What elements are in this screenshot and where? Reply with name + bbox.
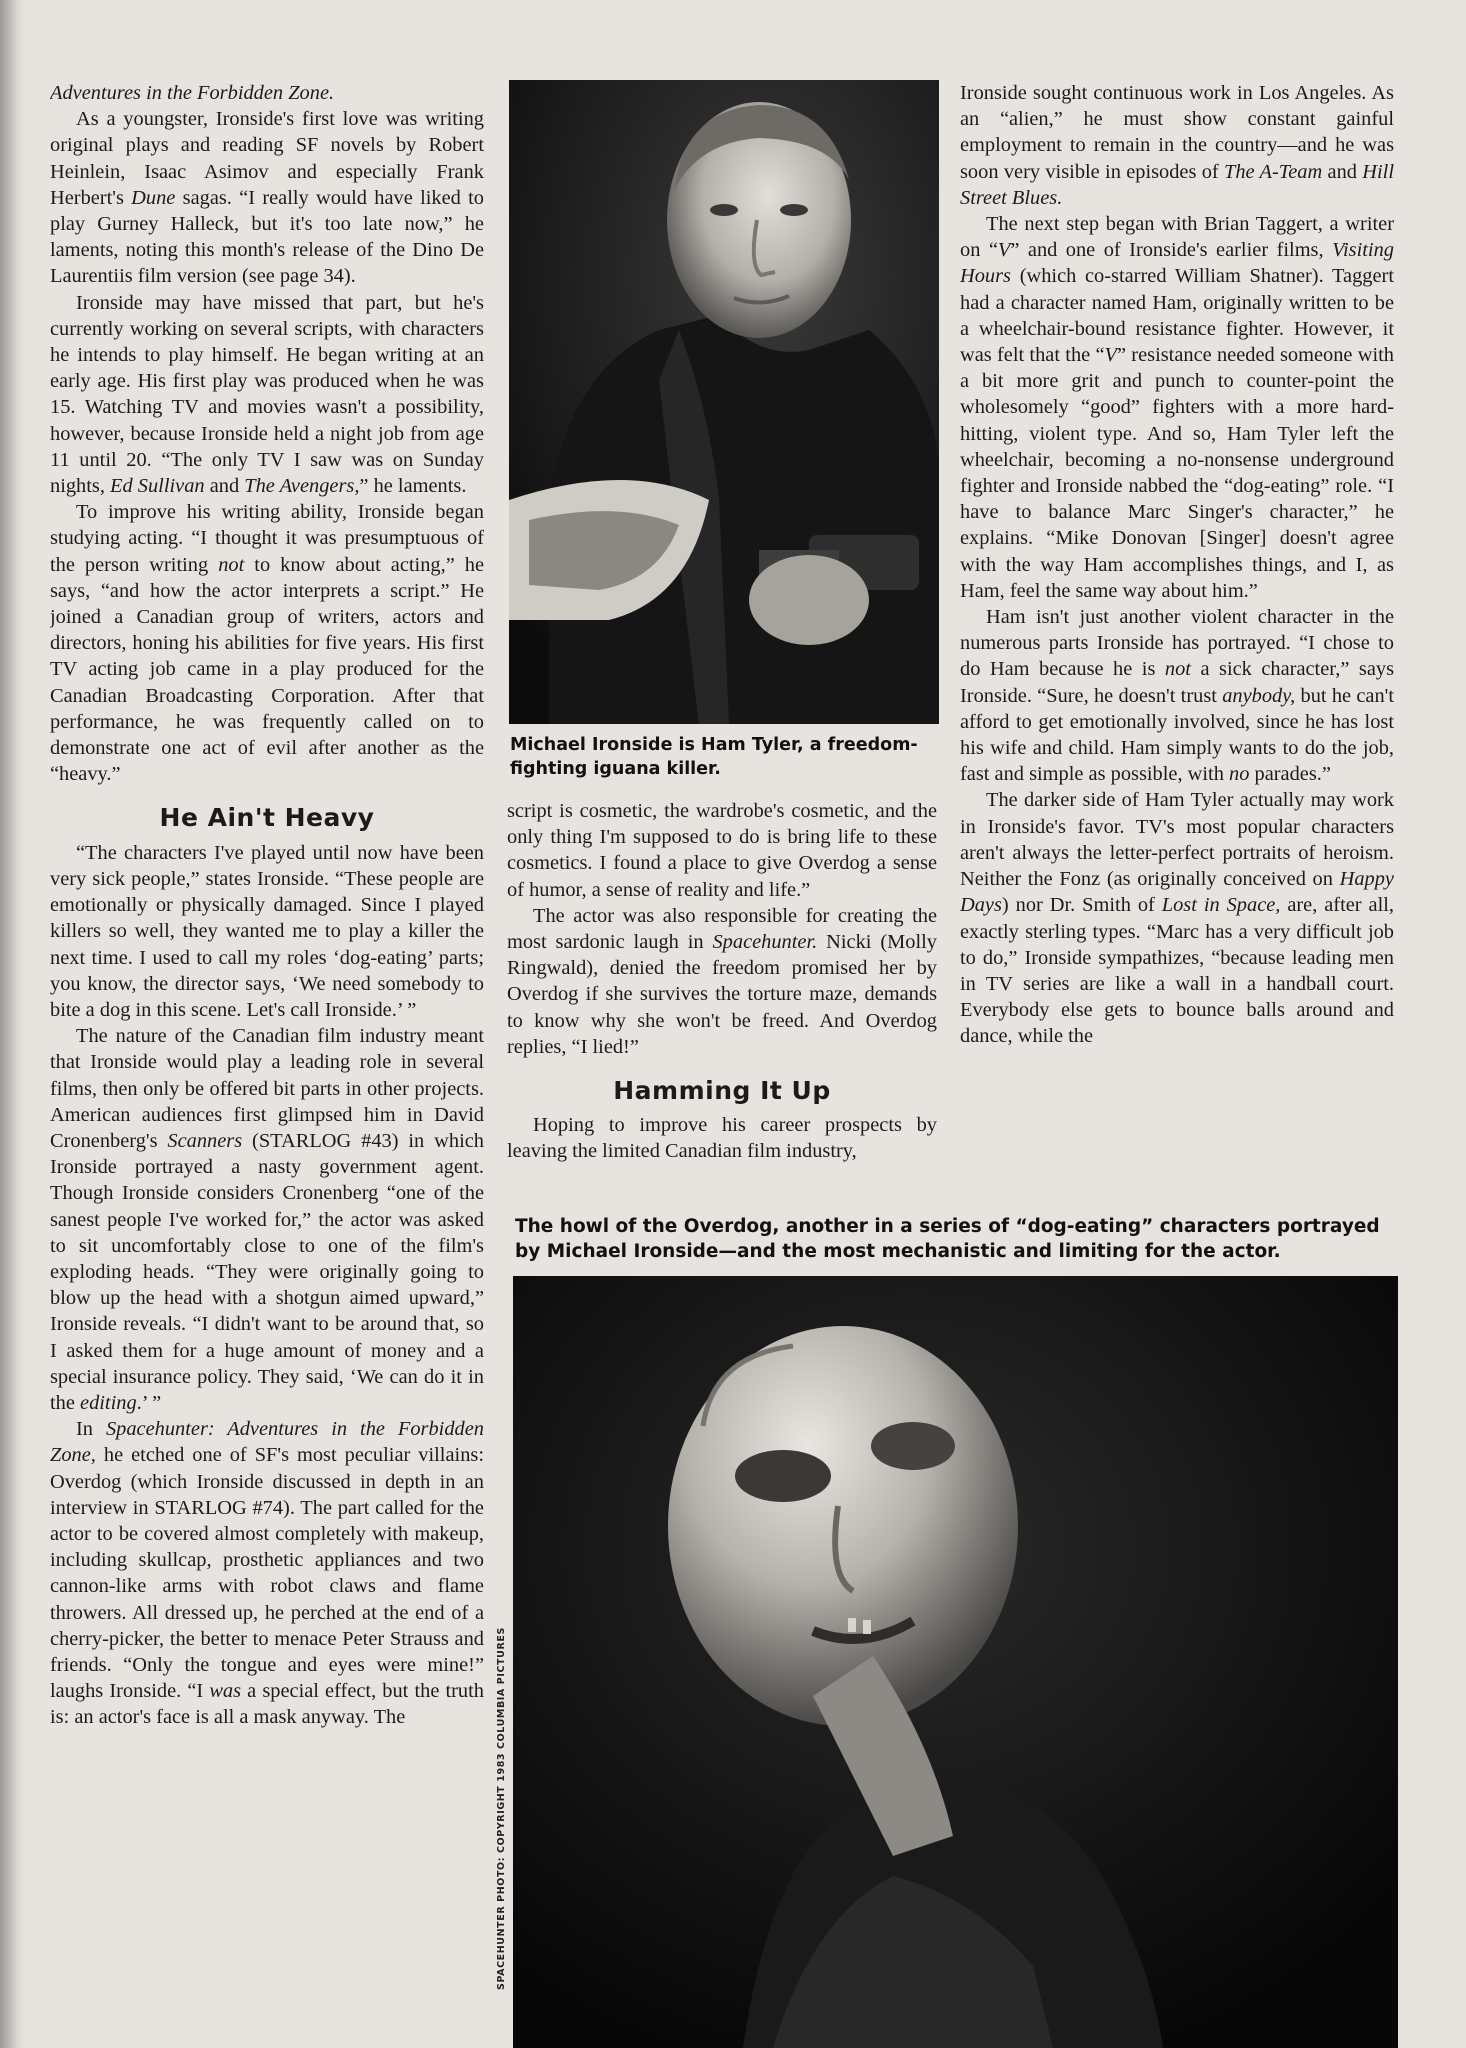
paragraph: The nature of the Canadian film industry meant that Ironside would play a leading role in several films, then only be offered bit parts in other projects. American audiences first glimpsed him in David Cronenberg's Scanners (STARLOG #43) in which Ironside portrayed a nasty government agent. Though Ironside considers Cronenberg “one of the sanest people I've worked for,” the actor was asked to sit uncomfortably close to one of the film's exploding heads. “They were originally going to blow up the head with a shotgun aimed upward,” Ironside reveals. “I didn't want to be around that, so I asked them for a huge amount of money and a special insurance policy. They said, ‘We can do it in the editing.’ ” — [50, 1025, 484, 1414]
overdog-photo-illustration — [513, 1276, 1398, 2048]
article-column-3 — [960, 80, 1394, 1196]
paragraph: As a youngster, Ironside's first love was writing original plays and reading SF novels by Robert Heinlein, Isaac Asimov and especially Frank Herbert's Dune sagas. “I really would have liked to play Gurney Halleck, but it's too late now,” he laments, noting this month's release of the Dino De Laurentiis film version (see page 34). — [50, 108, 484, 288]
photo-caption-top: Michael Ironside is Ham Tyler, a freedom-fighting iguana killer. — [510, 735, 918, 779]
paragraph: Ironside sought continuous work in Los Angeles. As an “alien,” he must show constant gainful employment to remain in the country—and he was soon very visible in episodes of The A-Team and Hill Street Blues. — [960, 82, 1394, 209]
paragraph: script is cosmetic, the wardrobe's cosmetic, and the only thing I'm supposed to do is bring life to these cosmetics. I found a place to give Overdog a sense of humor, a sense of reality and life.” — [507, 800, 937, 901]
paragraph: Hoping to improve his career prospects by leaving the limited Canadian film industry, — [507, 1114, 937, 1163]
paragraph: “The characters I've played until now have been very sick people,” states Ironside. “These people are emotionally or physically damaged. Since I played killers so well, they wanted me to play a killer the next time. I used to call my roles ‘dog-eating’ parts; you know, the director says, ‘We need somebody to bite a dog in this scene. Let's call Ironside.’ ” — [50, 841, 484, 1021]
paragraph: The actor was also responsible for creating the most sardonic laugh in Spacehunter. Nicki (Molly Ringwald), denied the freedom promised her by Overdog if she survives the torture maze, demands to know why she won't be freed. And Overdog replies, “I lied!” — [507, 904, 937, 1058]
photo-caption-bottom: The howl of the Overdog, another in a series of “dog-eating” characters portrayed by Michael Ironside—and the most mechanistic and limiting for the actor. — [515, 1216, 1380, 1262]
photo-overdog — [513, 1276, 1398, 2048]
photo-michael-ironside — [509, 80, 939, 724]
paragraph: The next step began with Brian Taggert, a writer on “V” and one of Ironside's earlier films, Visiting Hours (which co-starred William Shatner). Taggert had a character named Ham, originally written to be a wheelchair-bound resistance fighter. However, it was felt that the “V” resistance needed someone with a bit more grit and punch to counter-point the wholesomely “good” fighters with a more hard-hitting, violent type. And so, Ham Tyler left the wheelchair, becoming a no-nonsense underground fighter and Ironside nabbed the “dog-eating” role. “I have to balance Marc Singer's character,” he explains. “Mike Donovan [Singer] doesn't agree with the way Ham accomplishes things, and I, as Ham, feel the same way about him.” — [960, 213, 1394, 602]
photo-credit: SPACEHUNTER PHOTO: COPYRIGHT 1983 COLUMBIA PICTURES — [496, 1627, 507, 1990]
paragraph: To improve his writing ability, Ironside began studying acting. “I thought it was presumptuous of the person writing not to know about acting,” he says, “and how the actor interprets a script.” He joined a Canadian group of writers, actors and directors, honing his abilities for five years. His first TV acting job came in a play produced for the Canadian Broadcasting Corporation. After that performance, he was frequently called on to demonstrate one act of evil after another as the “heavy.” — [50, 501, 484, 786]
ironside-photo-illustration — [509, 80, 939, 724]
paragraph: In Spacehunter: Adventures in the Forbidden Zone, he etched one of SF's most peculiar villains: Overdog (which Ironside discussed in depth in an interview in STARLOG #74). The part called for the actor to be covered almost completely with makeup, including skullcap, prosthetic appliances and two cannon-like arms with robot claws and flame throwers. All dressed up, he perched at the end of a cherry-picker, the better to menace Peter Strauss and friends. “Only the tongue and eyes were mine!” laughs Ironside. “I was a special effect, but the truth is: an actor's face is all a mask anyway. The — [50, 1418, 484, 1729]
subhead-he-aint-heavy: He Ain't Heavy — [159, 803, 375, 833]
paragraph: The darker side of Ham Tyler actually may work in Ironside's favor. TV's most popular characters aren't always the letter-perfect portraits of heroism. Neither the Fonz (as originally conceived on Happy Days) nor Dr. Smith of Lost in Space, are, after all, exactly sterling types. “Marc has a very difficult job to do,” Ironside sympathizes, “because leading men in TV series are like a wall in a handball court. Everybody else gets to bounce balls around and dance, while the — [960, 789, 1394, 1048]
paragraph: Ironside may have missed that part, but he's currently working on several scripts, with characters he intends to play himself. He began writing at an early age. His first play was produced when he was 15. Watching TV and movies wasn't a possibility, however, because Ironside held a night job from age 11 until 20. “The only TV I saw was on Sunday nights, Ed Sullivan and The Avengers,” he laments. — [50, 291, 484, 498]
binding-shadow — [0, 0, 24, 2048]
paragraph: Adventures in the Forbidden Zone. — [50, 82, 335, 104]
paragraph: Ham isn't just another violent character in the numerous parts Ironside has portrayed. “I chose to do Ham because he is not a sick character,” says Ironside. “Sure, he doesn't trust anybody, but he can't afford to get emotionally involved, since he has lost his wife and child. Ham simply wants to do the job, fast and simple as possible, with no parades.” — [960, 606, 1394, 786]
article-column-2 — [507, 798, 937, 1196]
article-column-1 — [50, 80, 484, 2030]
subhead-hamming-it-up: Hamming It Up — [613, 1076, 831, 1106]
